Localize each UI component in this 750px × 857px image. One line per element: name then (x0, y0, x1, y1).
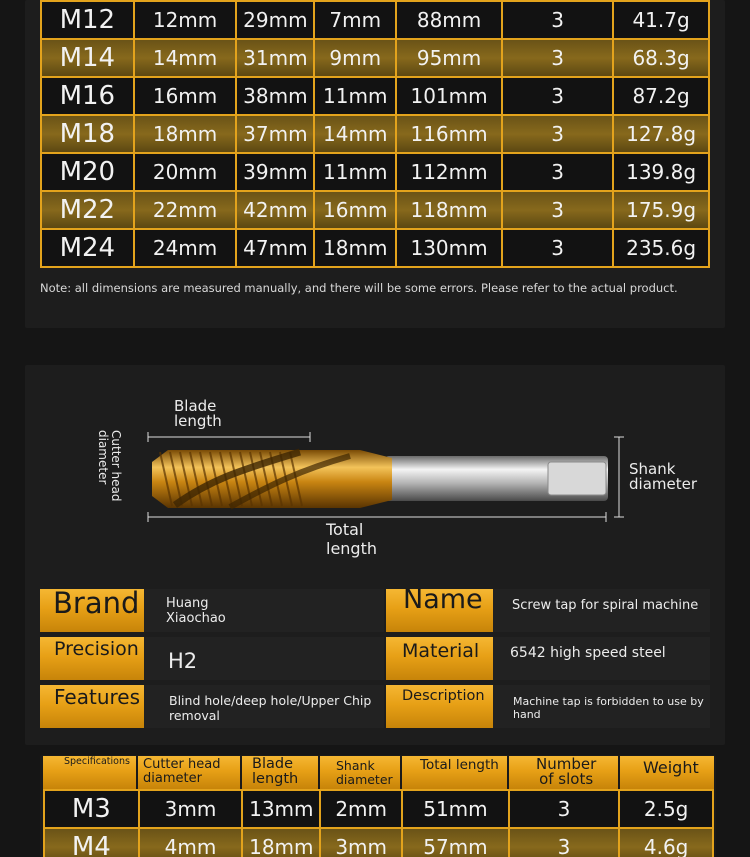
size-cell: M24 (41, 229, 134, 267)
spec-header-specifications (43, 756, 136, 789)
size-cell: M18 (41, 115, 134, 153)
table-row (44, 828, 713, 857)
cutter-cell: 3mm (139, 790, 243, 828)
name-key-text: Name (403, 584, 483, 615)
label-line: Cutter head (109, 430, 123, 502)
slots-cell: 3 (502, 153, 613, 191)
spec-header-shank (320, 756, 400, 789)
cutter-head-diameter-label (96, 430, 122, 505)
size-cell: M16 (41, 77, 134, 115)
spec-header-blade (242, 756, 318, 789)
header-line: diameter (143, 771, 202, 786)
blade-cell: 13mm (242, 790, 320, 828)
description-value (493, 685, 710, 728)
header-line: Number (536, 755, 597, 773)
blade-length-label (174, 399, 222, 429)
header-line: Cutter head (143, 757, 221, 772)
slots-cell: 3 (502, 191, 613, 229)
features-value-text (169, 693, 371, 723)
description-key-text: Description (402, 688, 485, 704)
slots-cell: 3 (509, 790, 619, 828)
total-cell: 112mm (396, 153, 502, 191)
header-text: Weight (643, 758, 699, 777)
brand-value-text (166, 596, 226, 626)
shank-diameter-label (629, 462, 697, 492)
brand-key-text: Brand (53, 586, 140, 620)
weight-cell: 41.7g (613, 1, 709, 39)
cutter-cell: 20mm (134, 153, 237, 191)
shank-cell: 11mm (314, 77, 396, 115)
description-key (386, 685, 493, 728)
header-line: of slots (539, 770, 594, 788)
header-text: Specifications (64, 756, 130, 767)
spec-header-total (402, 756, 507, 789)
value-line: Huang (166, 596, 209, 611)
size-cell: M12 (41, 1, 134, 39)
shank-cell: 18mm (314, 229, 396, 267)
precision-value-text: H2 (168, 649, 198, 673)
total-length-label (326, 520, 377, 558)
blade-cell: 18mm (242, 828, 320, 857)
header-line: Blade (252, 756, 293, 772)
cutter-cell: 24mm (134, 229, 237, 267)
total-cell: 88mm (396, 1, 502, 39)
brand-value (144, 589, 384, 632)
cutter-cell: 16mm (134, 77, 237, 115)
slots-cell: 3 (502, 77, 613, 115)
weight-cell: 2.5g (619, 790, 713, 828)
features-key (40, 685, 144, 728)
name-value-text: Screw tap for spiral machine (512, 598, 699, 613)
blade-cell: 31mm (236, 39, 314, 77)
blade-cell: 29mm (236, 1, 314, 39)
material-value (493, 637, 710, 680)
header-text: Total length (420, 757, 499, 773)
features-key-text: Features (54, 685, 140, 709)
weight-cell: 4.6g (619, 828, 713, 857)
value-line: removal (169, 708, 220, 723)
label-line: length (174, 412, 222, 430)
blade-cell: 37mm (236, 115, 314, 153)
cutter-cell: 4mm (139, 828, 243, 857)
shank-cell: 3mm (320, 828, 402, 857)
label-line: length (326, 539, 377, 558)
value-line: Xiaochao (166, 611, 226, 626)
slots-cell: 3 (502, 115, 613, 153)
table-row (44, 790, 713, 828)
total-cell: 101mm (396, 77, 502, 115)
size-cell: M22 (41, 191, 134, 229)
total-cell: 51mm (402, 790, 509, 828)
size-cell: M20 (41, 153, 134, 191)
description-value-text (513, 695, 704, 721)
weight-cell: 139.8g (613, 153, 709, 191)
total-cell: 130mm (396, 229, 502, 267)
blade-cell: 39mm (236, 153, 314, 191)
total-cell: 57mm (402, 828, 509, 857)
header-text (143, 758, 220, 786)
shank-cell: 14mm (314, 115, 396, 153)
spec-header-slots (509, 756, 618, 789)
label-line: diameter (96, 430, 110, 485)
value-line: Machine tap is forbidden to use by (513, 695, 704, 708)
slots-cell: 3 (502, 39, 613, 77)
name-value (493, 589, 710, 632)
cutter-cell: 18mm (134, 115, 237, 153)
total-cell: 116mm (396, 115, 502, 153)
blade-cell: 47mm (236, 229, 314, 267)
material-key (386, 637, 493, 680)
size-cell: M14 (41, 39, 134, 77)
precision-value (144, 637, 384, 680)
cutter-cell: 14mm (134, 39, 237, 77)
weight-cell: 87.2g (613, 77, 709, 115)
size-cell: M3 (44, 790, 139, 828)
precision-key-text: Precision (54, 638, 139, 660)
shank-cell: 7mm (314, 1, 396, 39)
header-text (252, 757, 298, 787)
label-line: Total (326, 520, 364, 539)
cutter-cell: 12mm (134, 1, 237, 39)
material-value-text: 6542 high speed steel (510, 645, 666, 661)
precision-key (40, 637, 144, 680)
total-cell: 95mm (396, 39, 502, 77)
slots-cell: 3 (509, 828, 619, 857)
slots-cell: 3 (502, 229, 613, 267)
brand-key (40, 586, 144, 632)
cutter-cell: 22mm (134, 191, 237, 229)
weight-cell: 175.9g (613, 191, 709, 229)
features-value (144, 685, 384, 728)
weight-cell: 235.6g (613, 229, 709, 267)
slots-cell: 3 (502, 1, 613, 39)
spec-table-bottom (43, 789, 714, 857)
header-text (336, 759, 393, 787)
label-line: Shank (629, 460, 676, 478)
label-line: Blade (174, 397, 217, 415)
value-line: Blind hole/deep hole/Upper Chip (169, 693, 372, 708)
label-line: diameter (629, 475, 697, 493)
weight-cell: 127.8g (613, 115, 709, 153)
blade-cell: 38mm (236, 77, 314, 115)
value-line: hand (513, 708, 541, 721)
spec-header-cutter (138, 756, 240, 789)
material-key-text: Material (402, 640, 480, 662)
size-cell: M4 (44, 828, 139, 857)
spec-header-weight (620, 756, 714, 789)
total-cell: 118mm (396, 191, 502, 229)
shank-cell: 2mm (320, 790, 402, 828)
weight-cell: 68.3g (613, 39, 709, 77)
name-key (386, 584, 493, 632)
measurement-note: Note: all dimensions are measured manually, and there will be some errors. Please refer to the actual product. (40, 281, 678, 295)
blade-cell: 42mm (236, 191, 314, 229)
header-line: Shank (336, 758, 375, 773)
shank-cell: 11mm (314, 153, 396, 191)
header-line: length (252, 771, 299, 787)
header-text (536, 757, 596, 787)
header-line: diameter (336, 772, 393, 787)
shank-cell: 16mm (314, 191, 396, 229)
shank-cell: 9mm (314, 39, 396, 77)
